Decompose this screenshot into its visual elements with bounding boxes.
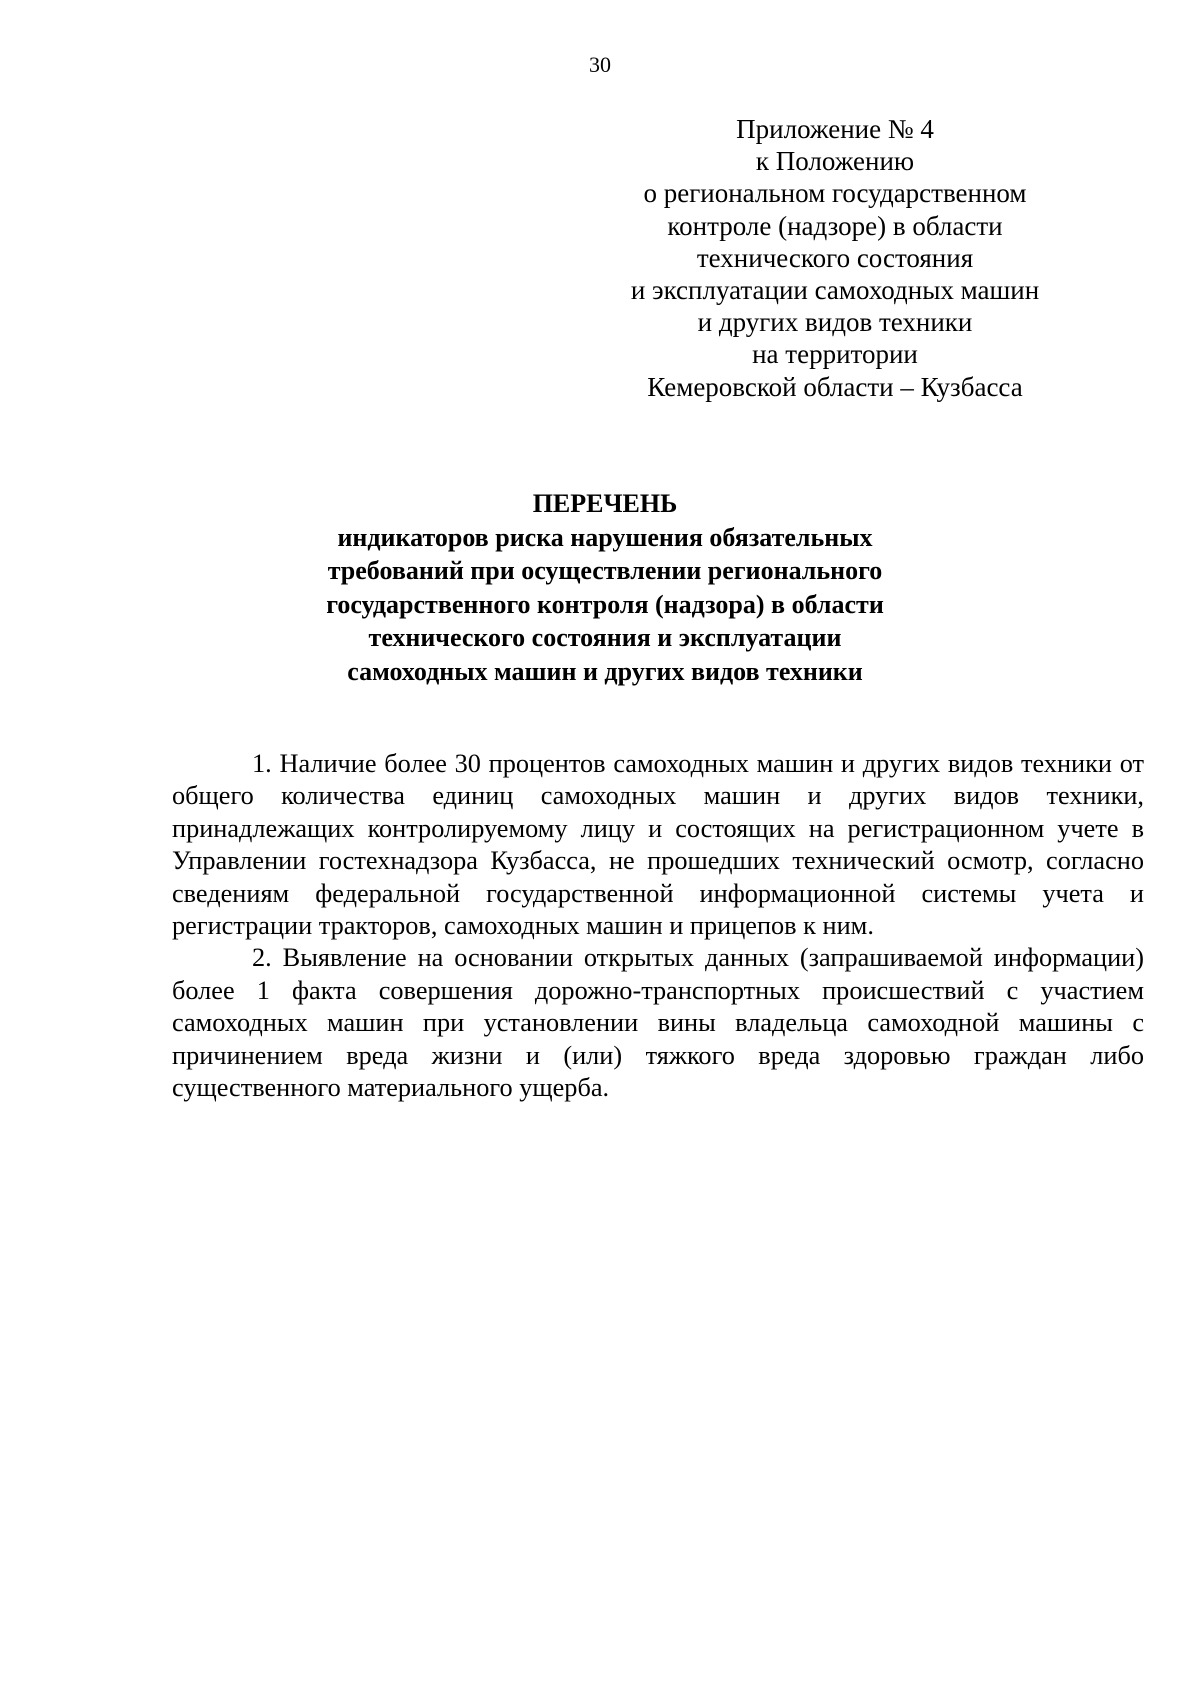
document-subtitle-line: требований при осуществлении регионального <box>327 556 883 586</box>
body-paragraph: 1. Наличие более 30 процентов самоходных машин и других видов техники от общего количества единиц самоходных машин и других видов техники, принадлежащих контролируемому лицу и состоящих на регистрационном учете в Управлении гостехнадзора Кузбасса, не прошедших технический осмотр, согласно сведениям федеральной государственной информационной системы учета и регистрации тракторов, самоходных машин и прицепов к ним. <box>172 749 1144 941</box>
page-number: 30 <box>589 52 611 77</box>
document-heading <box>200 487 1010 689</box>
document-subtitle-line: технического состояния и эксплуатации <box>368 623 842 653</box>
appendix-line: к Положению <box>755 146 915 177</box>
document-body <box>172 748 1144 1104</box>
document-title: ПЕРЕЧЕНЬ <box>532 489 678 518</box>
appendix-line: и других видов техники <box>697 307 973 338</box>
appendix-line: и эксплуатации самоходных машин <box>630 275 1040 306</box>
appendix-line: Кемеровской области – Кузбасса <box>647 371 1023 402</box>
appendix-reference <box>600 113 1070 403</box>
document-subtitle-line: индикаторов риска нарушения обязательных <box>337 522 873 552</box>
appendix-line: о региональном государственном <box>643 178 1027 209</box>
body-paragraph: 2. Выявление на основании открытых данных (запрашиваемой информации) более 1 факта совершения дорожно-транспортных происшествий с участием самоходных машин при установлении вины владельца самоходной машины с причинением вреда жизни и (или) тяжкого вреда здоровью граждан либо существенного материального ущерба. <box>172 943 1144 1103</box>
appendix-line: Приложение № 4 <box>736 114 934 144</box>
document-subtitle-line: самоходных машин и других видов техники <box>347 656 863 686</box>
appendix-line: на территории <box>752 339 918 370</box>
appendix-line: технического состояния <box>696 242 974 273</box>
document-subtitle-line: государственного контроля (надзора) в области <box>326 589 884 619</box>
appendix-line: контроле (надзоре) в области <box>667 210 1003 241</box>
